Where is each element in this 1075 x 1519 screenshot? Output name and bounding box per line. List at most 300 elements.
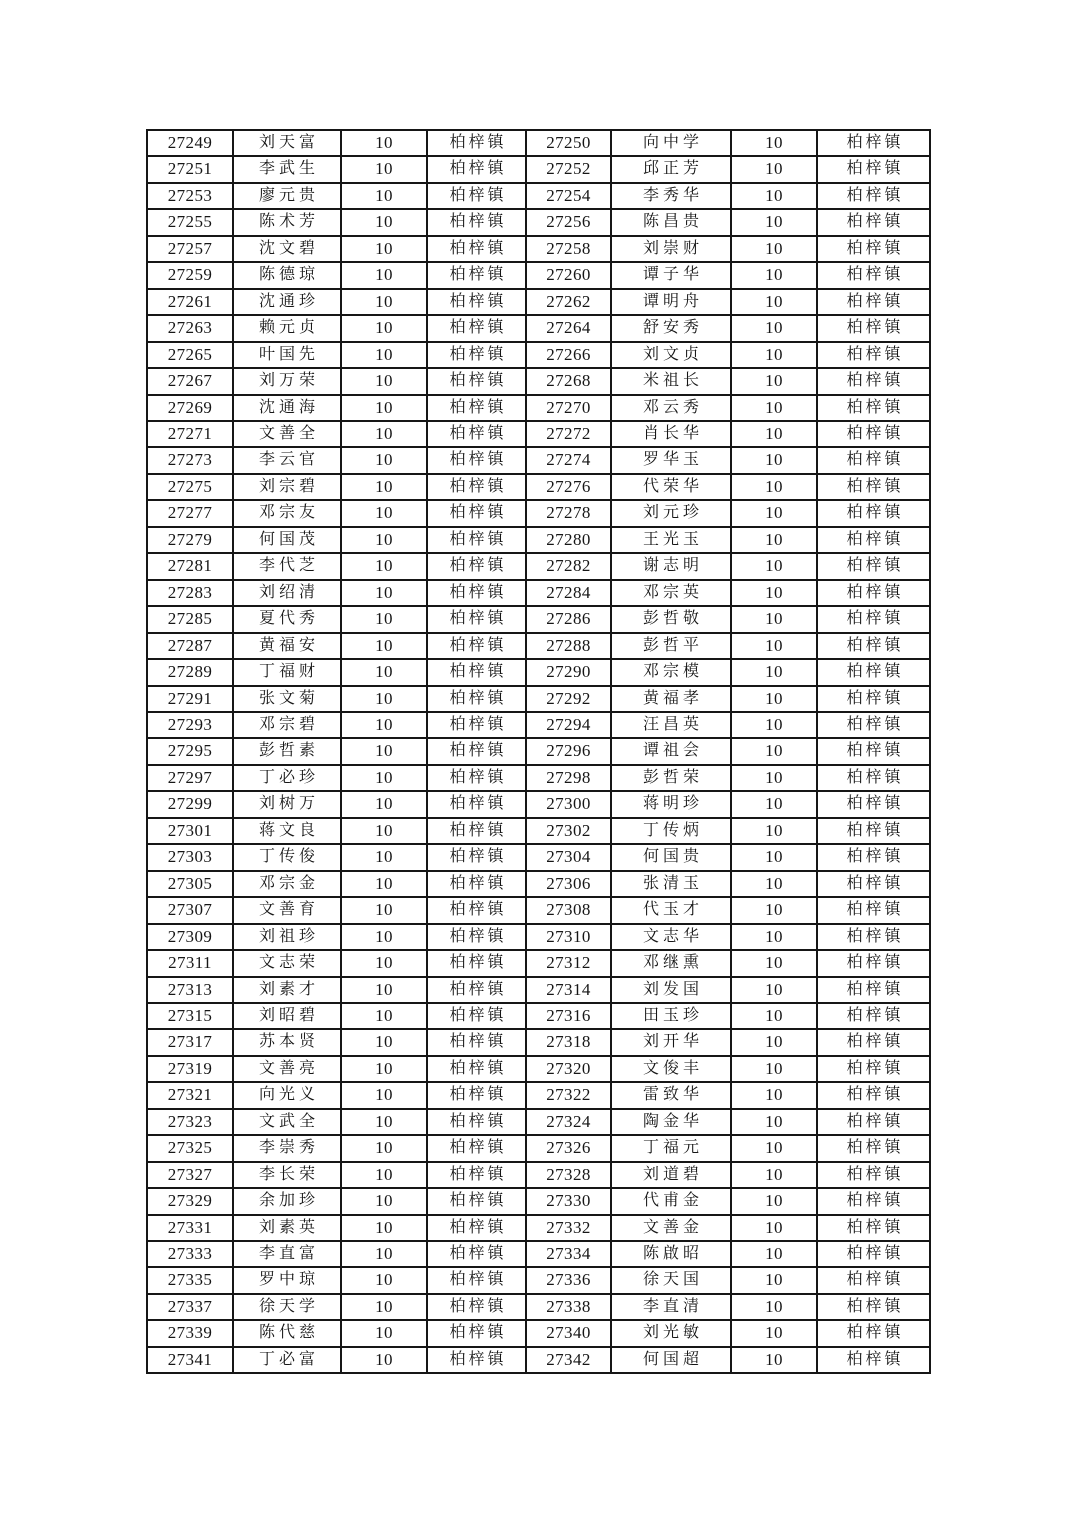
record-id-cell: 27291	[147, 686, 233, 712]
points-value-cell: 10	[731, 1267, 817, 1293]
record-id-cell: 27316	[526, 1003, 611, 1029]
person-name-cell: 文俊丰	[611, 1056, 731, 1082]
record-id-cell: 27329	[147, 1188, 233, 1214]
person-name-cell: 何国茂	[233, 527, 341, 553]
points-value-cell: 10	[341, 527, 427, 553]
points-value-cell: 10	[341, 500, 427, 526]
person-name-cell: 陈德琼	[233, 262, 341, 288]
record-id-cell: 27252	[526, 156, 611, 182]
points-value-cell: 10	[731, 421, 817, 447]
person-name-cell: 徐天国	[611, 1267, 731, 1293]
points-value-cell: 10	[341, 924, 427, 950]
table-row	[147, 950, 930, 976]
person-name-cell: 刘万荣	[233, 368, 341, 394]
points-value-cell: 10	[731, 474, 817, 500]
table-row	[147, 500, 930, 526]
town-name-cell: 柏梓镇	[817, 1241, 930, 1267]
town-name-cell: 柏梓镇	[817, 1109, 930, 1135]
town-name-cell: 柏梓镇	[427, 1215, 526, 1241]
town-name-cell: 柏梓镇	[817, 1294, 930, 1320]
record-id-cell: 27277	[147, 500, 233, 526]
record-id-cell: 27336	[526, 1267, 611, 1293]
town-name-cell: 柏梓镇	[817, 791, 930, 817]
person-name-cell: 肖长华	[611, 421, 731, 447]
record-id-cell: 27292	[526, 686, 611, 712]
record-id-cell: 27257	[147, 236, 233, 262]
person-name-cell: 向中学	[611, 130, 731, 156]
town-name-cell: 柏梓镇	[427, 289, 526, 315]
person-name-cell: 余加珍	[233, 1188, 341, 1214]
person-name-cell: 丁传炳	[611, 818, 731, 844]
points-value-cell: 10	[731, 500, 817, 526]
town-name-cell: 柏梓镇	[427, 395, 526, 421]
town-name-cell: 柏梓镇	[427, 1347, 526, 1373]
record-id-cell: 27282	[526, 553, 611, 579]
person-name-cell: 田玉珍	[611, 1003, 731, 1029]
record-id-cell: 27259	[147, 262, 233, 288]
table-row	[147, 342, 930, 368]
points-value-cell: 10	[341, 1003, 427, 1029]
town-name-cell: 柏梓镇	[817, 897, 930, 923]
town-name-cell: 柏梓镇	[817, 1188, 930, 1214]
town-name-cell: 柏梓镇	[817, 765, 930, 791]
record-id-cell: 27303	[147, 844, 233, 870]
record-id-cell: 27255	[147, 209, 233, 235]
points-value-cell: 10	[341, 871, 427, 897]
points-value-cell: 10	[341, 342, 427, 368]
town-name-cell: 柏梓镇	[427, 1188, 526, 1214]
town-name-cell: 柏梓镇	[817, 1162, 930, 1188]
person-name-cell: 刘素才	[233, 977, 341, 1003]
person-name-cell: 刘发国	[611, 977, 731, 1003]
person-name-cell: 文善亮	[233, 1056, 341, 1082]
person-name-cell: 陈啟昭	[611, 1241, 731, 1267]
points-value-cell: 10	[731, 659, 817, 685]
table-row	[147, 977, 930, 1003]
person-name-cell: 李秀华	[611, 183, 731, 209]
points-value-cell: 10	[341, 262, 427, 288]
person-name-cell: 陶金华	[611, 1109, 731, 1135]
table-row	[147, 1320, 930, 1346]
person-name-cell: 刘昭碧	[233, 1003, 341, 1029]
record-id-cell: 27288	[526, 633, 611, 659]
points-value-cell: 10	[731, 553, 817, 579]
record-id-cell: 27276	[526, 474, 611, 500]
record-id-cell: 27278	[526, 500, 611, 526]
record-id-cell: 27286	[526, 606, 611, 632]
record-id-cell: 27289	[147, 659, 233, 685]
town-name-cell: 柏梓镇	[817, 1056, 930, 1082]
points-value-cell: 10	[341, 1320, 427, 1346]
person-name-cell: 李长荣	[233, 1162, 341, 1188]
table-row	[147, 606, 930, 632]
record-id-cell: 27338	[526, 1294, 611, 1320]
record-id-cell: 27333	[147, 1241, 233, 1267]
points-value-cell: 10	[731, 1135, 817, 1161]
record-id-cell: 27268	[526, 368, 611, 394]
town-name-cell: 柏梓镇	[427, 421, 526, 447]
points-value-cell: 10	[731, 1241, 817, 1267]
person-name-cell: 文善全	[233, 421, 341, 447]
town-name-cell: 柏梓镇	[817, 818, 930, 844]
town-name-cell: 柏梓镇	[427, 633, 526, 659]
points-value-cell: 10	[341, 738, 427, 764]
person-name-cell: 文善金	[611, 1215, 731, 1241]
town-name-cell: 柏梓镇	[817, 1347, 930, 1373]
town-name-cell: 柏梓镇	[817, 236, 930, 262]
record-id-cell: 27328	[526, 1162, 611, 1188]
record-id-cell: 27270	[526, 395, 611, 421]
points-value-cell: 10	[731, 844, 817, 870]
points-value-cell: 10	[341, 950, 427, 976]
person-name-cell: 刘宗碧	[233, 474, 341, 500]
person-name-cell: 刘祖珍	[233, 924, 341, 950]
points-value-cell: 10	[731, 633, 817, 659]
person-name-cell: 蒋文良	[233, 818, 341, 844]
points-value-cell: 10	[731, 447, 817, 473]
town-name-cell: 柏梓镇	[427, 686, 526, 712]
record-id-cell: 27342	[526, 1347, 611, 1373]
record-id-cell: 27271	[147, 421, 233, 447]
record-id-cell: 27261	[147, 289, 233, 315]
person-name-cell: 彭哲敬	[611, 606, 731, 632]
record-id-cell: 27319	[147, 1056, 233, 1082]
points-value-cell: 10	[731, 791, 817, 817]
points-value-cell: 10	[731, 156, 817, 182]
town-name-cell: 柏梓镇	[427, 818, 526, 844]
town-name-cell: 柏梓镇	[427, 844, 526, 870]
person-name-cell: 廖元贵	[233, 183, 341, 209]
record-id-cell: 27267	[147, 368, 233, 394]
town-name-cell: 柏梓镇	[427, 1135, 526, 1161]
record-id-cell: 27322	[526, 1082, 611, 1108]
person-name-cell: 沈通珍	[233, 289, 341, 315]
points-value-cell: 10	[731, 1003, 817, 1029]
person-name-cell: 文武全	[233, 1109, 341, 1135]
points-value-cell: 10	[731, 765, 817, 791]
table-row	[147, 395, 930, 421]
town-name-cell: 柏梓镇	[817, 977, 930, 1003]
points-value-cell: 10	[341, 580, 427, 606]
person-name-cell: 谭明舟	[611, 289, 731, 315]
person-name-cell: 李直清	[611, 1294, 731, 1320]
record-id-cell: 27314	[526, 977, 611, 1003]
town-name-cell: 柏梓镇	[817, 871, 930, 897]
points-value-cell: 10	[341, 686, 427, 712]
points-value-cell: 10	[341, 474, 427, 500]
person-name-cell: 刘树万	[233, 791, 341, 817]
points-value-cell: 10	[341, 633, 427, 659]
town-name-cell: 柏梓镇	[427, 527, 526, 553]
points-value-cell: 10	[341, 712, 427, 738]
person-name-cell: 邓宗友	[233, 500, 341, 526]
table-row	[147, 474, 930, 500]
points-value-cell: 10	[341, 897, 427, 923]
person-name-cell: 刘道碧	[611, 1162, 731, 1188]
town-name-cell: 柏梓镇	[427, 553, 526, 579]
points-value-cell: 10	[731, 130, 817, 156]
points-value-cell: 10	[731, 368, 817, 394]
person-name-cell: 邓继熏	[611, 950, 731, 976]
record-id-cell: 27313	[147, 977, 233, 1003]
town-name-cell: 柏梓镇	[427, 765, 526, 791]
person-name-cell: 李直富	[233, 1241, 341, 1267]
town-name-cell: 柏梓镇	[427, 659, 526, 685]
points-value-cell: 10	[731, 527, 817, 553]
record-id-cell: 27311	[147, 950, 233, 976]
person-name-cell: 刘文贞	[611, 342, 731, 368]
table-row	[147, 791, 930, 817]
table-row	[147, 183, 930, 209]
town-name-cell: 柏梓镇	[817, 289, 930, 315]
record-id-cell: 27309	[147, 924, 233, 950]
person-name-cell: 邓宗金	[233, 871, 341, 897]
town-name-cell: 柏梓镇	[427, 262, 526, 288]
person-name-cell: 彭哲素	[233, 738, 341, 764]
points-value-cell: 10	[731, 395, 817, 421]
points-value-cell: 10	[341, 765, 427, 791]
table-row	[147, 871, 930, 897]
record-id-cell: 27334	[526, 1241, 611, 1267]
table-row	[147, 897, 930, 923]
roster-table-body	[147, 130, 930, 1373]
points-value-cell: 10	[731, 1215, 817, 1241]
table-row	[147, 1003, 930, 1029]
table-row	[147, 1294, 930, 1320]
table-row	[147, 1162, 930, 1188]
town-name-cell: 柏梓镇	[427, 924, 526, 950]
table-row	[147, 844, 930, 870]
town-name-cell: 柏梓镇	[817, 395, 930, 421]
points-value-cell: 10	[731, 183, 817, 209]
points-value-cell: 10	[731, 871, 817, 897]
record-id-cell: 27300	[526, 791, 611, 817]
record-id-cell: 27263	[147, 315, 233, 341]
town-name-cell: 柏梓镇	[817, 844, 930, 870]
record-id-cell: 27332	[526, 1215, 611, 1241]
points-value-cell: 10	[731, 1162, 817, 1188]
record-id-cell: 27250	[526, 130, 611, 156]
person-name-cell: 文志荣	[233, 950, 341, 976]
person-name-cell: 代甫金	[611, 1188, 731, 1214]
record-id-cell: 27251	[147, 156, 233, 182]
town-name-cell: 柏梓镇	[817, 262, 930, 288]
points-value-cell: 10	[341, 553, 427, 579]
town-name-cell: 柏梓镇	[817, 500, 930, 526]
person-name-cell: 沈通海	[233, 395, 341, 421]
person-name-cell: 陈代慈	[233, 1320, 341, 1346]
points-value-cell: 10	[341, 289, 427, 315]
person-name-cell: 丁传俊	[233, 844, 341, 870]
record-id-cell: 27249	[147, 130, 233, 156]
person-name-cell: 丁必珍	[233, 765, 341, 791]
points-value-cell: 10	[731, 924, 817, 950]
record-id-cell: 27339	[147, 1320, 233, 1346]
record-id-cell: 27306	[526, 871, 611, 897]
table-row	[147, 368, 930, 394]
person-name-cell: 邱正芳	[611, 156, 731, 182]
points-value-cell: 10	[731, 686, 817, 712]
record-id-cell: 27326	[526, 1135, 611, 1161]
record-id-cell: 27254	[526, 183, 611, 209]
town-name-cell: 柏梓镇	[817, 553, 930, 579]
town-name-cell: 柏梓镇	[817, 315, 930, 341]
points-value-cell: 10	[731, 342, 817, 368]
points-value-cell: 10	[731, 1056, 817, 1082]
record-id-cell: 27287	[147, 633, 233, 659]
record-id-cell: 27297	[147, 765, 233, 791]
record-id-cell: 27315	[147, 1003, 233, 1029]
person-name-cell: 罗华玉	[611, 447, 731, 473]
person-name-cell: 何国超	[611, 1347, 731, 1373]
points-value-cell: 10	[341, 130, 427, 156]
record-id-cell: 27335	[147, 1267, 233, 1293]
points-value-cell: 10	[731, 606, 817, 632]
record-id-cell: 27323	[147, 1109, 233, 1135]
town-name-cell: 柏梓镇	[817, 686, 930, 712]
town-name-cell: 柏梓镇	[817, 580, 930, 606]
points-value-cell: 10	[341, 209, 427, 235]
points-value-cell: 10	[341, 1294, 427, 1320]
person-name-cell: 文志华	[611, 924, 731, 950]
town-name-cell: 柏梓镇	[427, 1162, 526, 1188]
record-id-cell: 27318	[526, 1029, 611, 1055]
record-id-cell: 27302	[526, 818, 611, 844]
person-name-cell: 夏代秀	[233, 606, 341, 632]
town-name-cell: 柏梓镇	[817, 342, 930, 368]
town-name-cell: 柏梓镇	[427, 1029, 526, 1055]
town-name-cell: 柏梓镇	[427, 236, 526, 262]
record-id-cell: 27272	[526, 421, 611, 447]
record-id-cell: 27305	[147, 871, 233, 897]
person-name-cell: 徐天学	[233, 1294, 341, 1320]
record-id-cell: 27258	[526, 236, 611, 262]
town-name-cell: 柏梓镇	[427, 1241, 526, 1267]
town-name-cell: 柏梓镇	[817, 1003, 930, 1029]
record-id-cell: 27273	[147, 447, 233, 473]
town-name-cell: 柏梓镇	[427, 342, 526, 368]
person-name-cell: 陈术芳	[233, 209, 341, 235]
points-value-cell: 10	[731, 1109, 817, 1135]
points-value-cell: 10	[341, 183, 427, 209]
person-name-cell: 刘元珍	[611, 500, 731, 526]
town-name-cell: 柏梓镇	[427, 1109, 526, 1135]
person-name-cell: 代荣华	[611, 474, 731, 500]
town-name-cell: 柏梓镇	[427, 1320, 526, 1346]
table-row	[147, 421, 930, 447]
town-name-cell: 柏梓镇	[427, 130, 526, 156]
record-id-cell: 27312	[526, 950, 611, 976]
points-value-cell: 10	[341, 606, 427, 632]
record-id-cell: 27262	[526, 289, 611, 315]
town-name-cell: 柏梓镇	[817, 659, 930, 685]
points-value-cell: 10	[731, 289, 817, 315]
record-id-cell: 27324	[526, 1109, 611, 1135]
points-value-cell: 10	[341, 1347, 427, 1373]
record-id-cell: 27341	[147, 1347, 233, 1373]
table-row	[147, 633, 930, 659]
points-value-cell: 10	[341, 977, 427, 1003]
town-name-cell: 柏梓镇	[427, 156, 526, 182]
record-id-cell: 27301	[147, 818, 233, 844]
table-row	[147, 1056, 930, 1082]
town-name-cell: 柏梓镇	[817, 421, 930, 447]
points-value-cell: 10	[341, 1135, 427, 1161]
table-row	[147, 236, 930, 262]
town-name-cell: 柏梓镇	[817, 209, 930, 235]
table-row	[147, 712, 930, 738]
town-name-cell: 柏梓镇	[817, 606, 930, 632]
points-value-cell: 10	[341, 844, 427, 870]
record-id-cell: 27294	[526, 712, 611, 738]
points-value-cell: 10	[341, 1109, 427, 1135]
person-name-cell: 邓宗碧	[233, 712, 341, 738]
table-row	[147, 262, 930, 288]
town-name-cell: 柏梓镇	[427, 1056, 526, 1082]
table-row	[147, 659, 930, 685]
points-value-cell: 10	[731, 1188, 817, 1214]
record-id-cell: 27283	[147, 580, 233, 606]
town-name-cell: 柏梓镇	[427, 183, 526, 209]
record-id-cell: 27330	[526, 1188, 611, 1214]
points-value-cell: 10	[731, 1029, 817, 1055]
person-name-cell: 汪昌英	[611, 712, 731, 738]
points-value-cell: 10	[731, 897, 817, 923]
person-name-cell: 张文菊	[233, 686, 341, 712]
record-id-cell: 27290	[526, 659, 611, 685]
table-row	[147, 209, 930, 235]
person-name-cell: 舒安秀	[611, 315, 731, 341]
record-id-cell: 27331	[147, 1215, 233, 1241]
record-id-cell: 27269	[147, 395, 233, 421]
table-row	[147, 1082, 930, 1108]
town-name-cell: 柏梓镇	[817, 527, 930, 553]
town-name-cell: 柏梓镇	[427, 871, 526, 897]
person-name-cell: 向光义	[233, 1082, 341, 1108]
points-value-cell: 10	[341, 1082, 427, 1108]
points-value-cell: 10	[731, 738, 817, 764]
town-name-cell: 柏梓镇	[817, 1215, 930, 1241]
record-id-cell: 27265	[147, 342, 233, 368]
person-name-cell: 刘绍清	[233, 580, 341, 606]
town-name-cell: 柏梓镇	[427, 447, 526, 473]
person-name-cell: 李云官	[233, 447, 341, 473]
points-value-cell: 10	[341, 447, 427, 473]
person-name-cell: 罗中琼	[233, 1267, 341, 1293]
town-name-cell: 柏梓镇	[427, 368, 526, 394]
record-id-cell: 27304	[526, 844, 611, 870]
town-name-cell: 柏梓镇	[817, 130, 930, 156]
points-value-cell: 10	[731, 580, 817, 606]
person-name-cell: 彭哲荣	[611, 765, 731, 791]
table-row	[147, 527, 930, 553]
person-name-cell: 文善育	[233, 897, 341, 923]
person-name-cell: 刘崇财	[611, 236, 731, 262]
table-row	[147, 738, 930, 764]
person-name-cell: 王光玉	[611, 527, 731, 553]
town-name-cell: 柏梓镇	[817, 1267, 930, 1293]
points-value-cell: 10	[341, 395, 427, 421]
town-name-cell: 柏梓镇	[427, 791, 526, 817]
record-id-cell: 27264	[526, 315, 611, 341]
table-row	[147, 289, 930, 315]
points-value-cell: 10	[341, 156, 427, 182]
table-row	[147, 924, 930, 950]
record-id-cell: 27275	[147, 474, 233, 500]
points-value-cell: 10	[731, 1347, 817, 1373]
town-name-cell: 柏梓镇	[817, 1135, 930, 1161]
points-value-cell: 10	[731, 1082, 817, 1108]
